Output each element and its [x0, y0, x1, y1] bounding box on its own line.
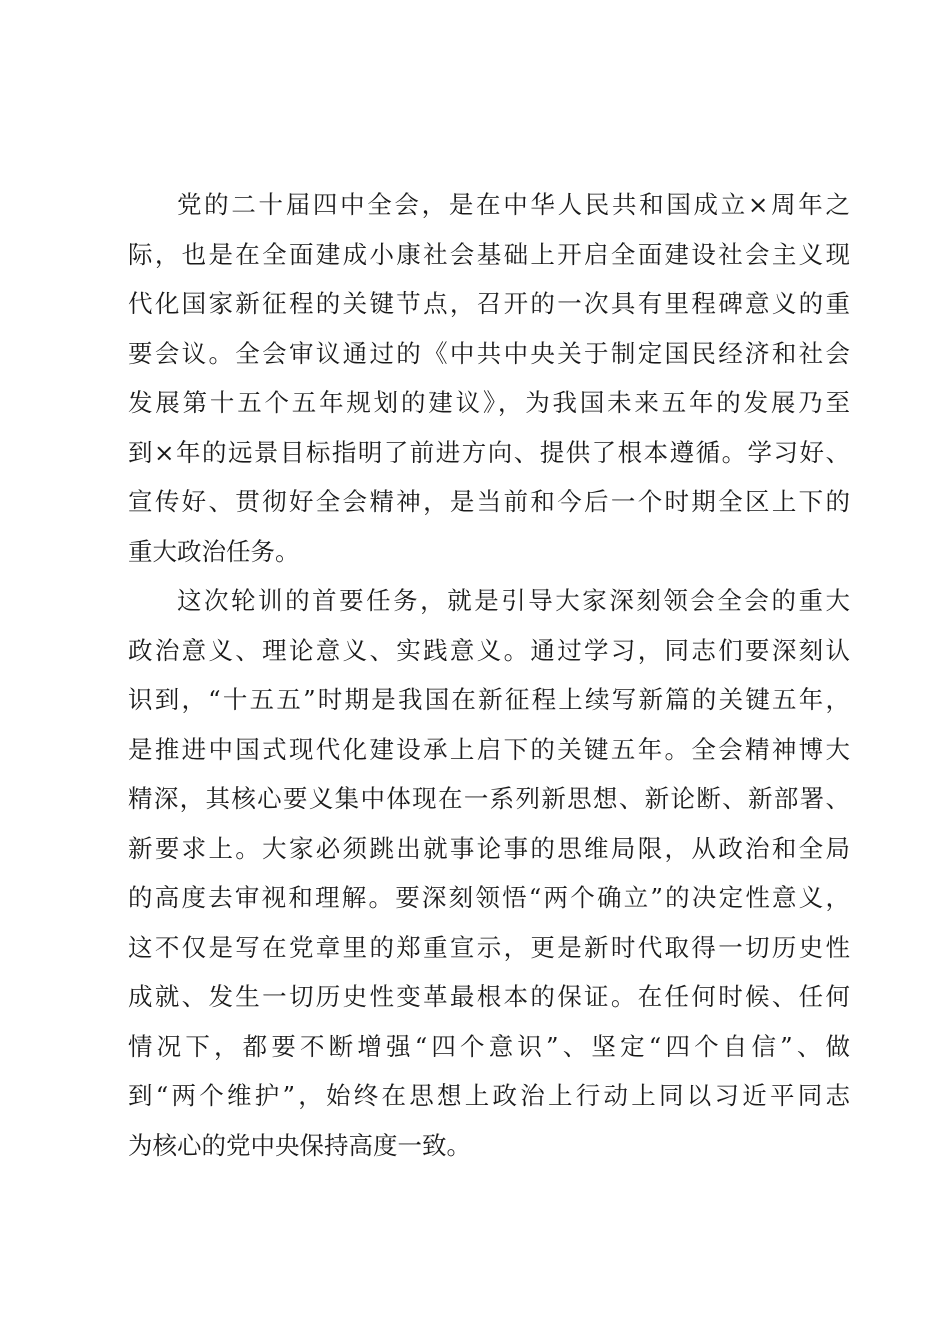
paragraph-line: 识到，“十五五”时期是我国在新征程上续写新篇的关键五年， [128, 685, 850, 714]
paragraph-1 [128, 180, 850, 576]
paragraph-line: 为核心的党中央保持高度一致。 [128, 1130, 471, 1160]
paragraph-line: 党的二十届四中全会，是在中华人民共和国成立×周年之 [177, 190, 850, 219]
paragraph-line: 要会议。全会审议通过的《中共中央关于制定国民经济和社会 [128, 338, 850, 368]
paragraph-line: 成就、发生一切历史性变革最根本的保证。在任何时候、任何 [128, 982, 850, 1011]
paragraph-line: 际，也是在全面建成小康社会基础上开启全面建设社会主义现 [128, 239, 850, 269]
paragraph-line: 发展第十五个五年规划的建议》，为我国未来五年的发展乃至 [128, 388, 850, 417]
paragraph-line: 到“两个维护”，始终在思想上政治上行动上同以习近平同志 [128, 1081, 850, 1110]
paragraph-line: 代化国家新征程的关键节点，召开的一次具有里程碑意义的重 [128, 289, 850, 318]
paragraph-line: 到×年的远景目标指明了前进方向、提供了根本遵循。学习好、 [128, 437, 850, 467]
paragraph-line: 是推进中国式现代化建设承上启下的关键五年。全会精神博大 [128, 734, 850, 764]
paragraph-line: 政治意义、理论意义、实践意义。通过学习，同志们要深刻认 [128, 635, 850, 665]
paragraph-line: 精深，其核心要义集中体现在一系列新思想、新论断、新部署、 [128, 784, 850, 813]
paragraph-line: 这次轮训的首要任务，就是引导大家深刻领会全会的重大 [177, 586, 850, 615]
paragraph-line: 新要求上。大家必须跳出就事论事的思维局限，从政治和全局 [128, 833, 850, 863]
paragraph-line: 情况下，都要不断增强“四个意识”、坚定“四个自信”、做 [128, 1031, 850, 1061]
paragraph-line: 这不仅是写在党章里的郑重宣示，更是新时代取得一切历史性 [128, 932, 850, 962]
paragraph-line: 宣传好、贯彻好全会精神，是当前和今后一个时期全区上下的 [128, 487, 850, 516]
document-body [128, 180, 850, 1170]
paragraph-line: 的高度去审视和理解。要深刻领悟“两个确立”的决定性意义， [128, 883, 850, 912]
paragraph-2 [128, 576, 850, 1170]
paragraph-line: 重大政治任务。 [128, 536, 300, 566]
